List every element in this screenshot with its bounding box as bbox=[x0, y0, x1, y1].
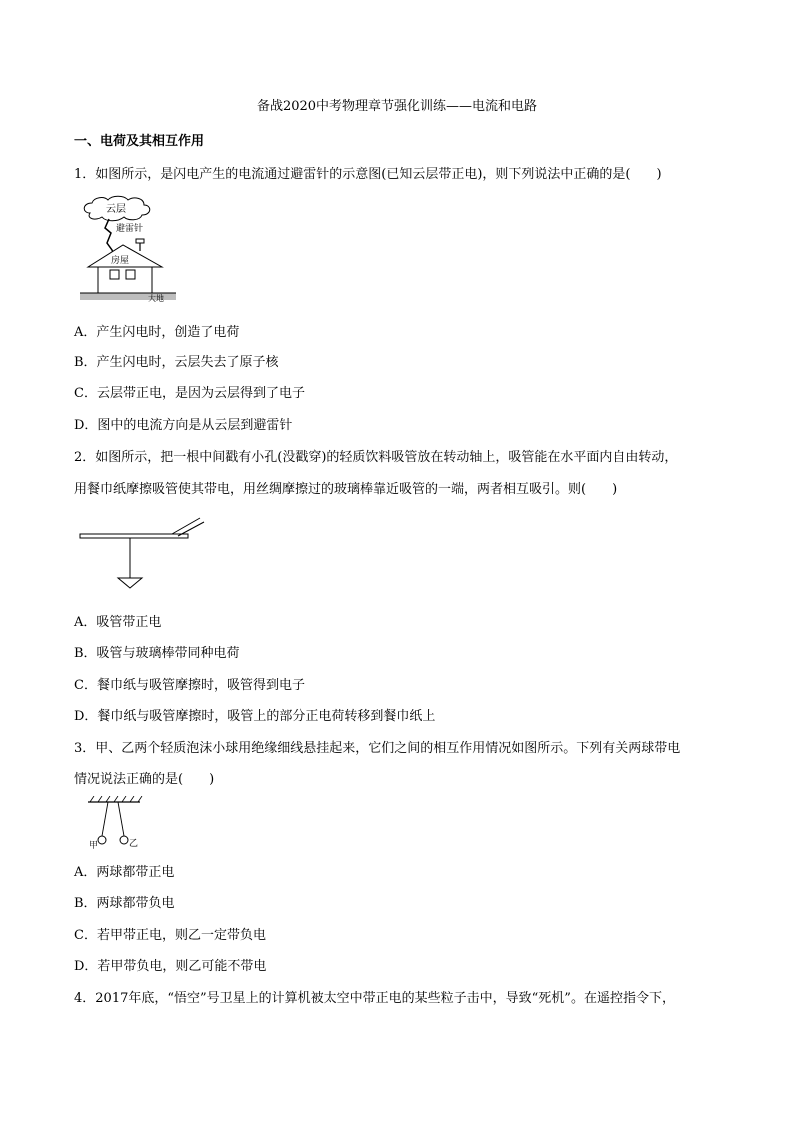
straw-figure bbox=[74, 510, 214, 594]
ball-jia-label: 甲 bbox=[89, 841, 99, 851]
thread-left bbox=[102, 802, 108, 836]
straw bbox=[80, 534, 188, 538]
question-3-option-a: A．两球都带正电 bbox=[74, 865, 175, 880]
rod-label: 避雷针 bbox=[116, 224, 144, 234]
window-right bbox=[126, 270, 135, 279]
house-body bbox=[98, 267, 152, 293]
ball-jia bbox=[98, 836, 106, 844]
question-1-stem: 1．如图所示，是闪电产生的电流通过避雷针的示意图(已知云层带正电)，则下列说法中正确的是( ) bbox=[74, 167, 662, 182]
question-2-option-b: B．吸管与玻璃棒带同种电荷 bbox=[74, 646, 240, 661]
ball-yi-label: 乙 bbox=[129, 839, 139, 849]
lightning-bolt bbox=[105, 219, 114, 255]
question-3-stem-line-2: 情况说法正确的是( ) bbox=[74, 772, 215, 787]
ground-label: 大地 bbox=[148, 294, 164, 303]
question-1-option-d: D．图中的电流方向是从云层到避雷针 bbox=[74, 418, 293, 433]
stand-base bbox=[118, 578, 142, 588]
question-3-option-d: D．若甲带负电，则乙可能不带电 bbox=[74, 959, 267, 974]
question-2-stem-line-2: 用餐巾纸摩擦吸管使其带电，用丝绸摩擦过的玻璃棒靠近吸管的一端，两者相互吸引。则( ) bbox=[74, 482, 618, 497]
ball-yi bbox=[120, 836, 128, 844]
cloud-label: 云层 bbox=[106, 204, 126, 215]
house-label: 房屋 bbox=[110, 256, 130, 266]
question-2-option-c: C．餐巾纸与吸管摩擦时，吸管得到电子 bbox=[74, 678, 305, 693]
question-4-stem-line-1: 4．2017年底，“悟空”号卫星上的计算机被太空中带正电的某些粒子击中，导致“死机”。在遥控指令下， bbox=[74, 991, 675, 1006]
question-1-option-c: C．云层带正电，是因为云层得到了电子 bbox=[74, 386, 305, 401]
question-2-stem-line-1: 2．如图所示，把一根中间戳有小孔(没戳穿)的轻质饮料吸管放在转动轴上，吸管能在水平面内自由转动， bbox=[74, 450, 678, 465]
question-3-option-c: C．若甲带正电，则乙一定带负电 bbox=[74, 928, 266, 943]
thread-right bbox=[118, 802, 124, 836]
section-heading: 一、电荷及其相互作用 bbox=[74, 134, 205, 149]
question-1-option-b: B．产生闪电时，云层失去了原子核 bbox=[74, 355, 279, 370]
question-3-stem-line-1: 3．甲、乙两个轻质泡沫小球用绝缘细线悬挂起来，它们之间的相互作用情况如图所示。下列有关两球带电 bbox=[74, 741, 681, 756]
question-1-option-a: A．产生闪电时，创造了电荷 bbox=[74, 325, 240, 340]
question-2-option-a: A．吸管带正电 bbox=[74, 615, 162, 630]
question-2-option-d: D．餐巾纸与吸管摩擦时，吸管上的部分正电荷转移到餐巾纸上 bbox=[74, 709, 436, 724]
document-title: 备战2020中考物理章节强化训练——电流和电路 bbox=[256, 99, 538, 114]
window-left bbox=[110, 270, 119, 279]
lightning-rod bbox=[136, 239, 144, 243]
lightning-rod-figure bbox=[76, 195, 186, 307]
hanging-balls-figure bbox=[82, 796, 152, 854]
question-3-option-b: B．两球都带负电 bbox=[74, 896, 175, 911]
